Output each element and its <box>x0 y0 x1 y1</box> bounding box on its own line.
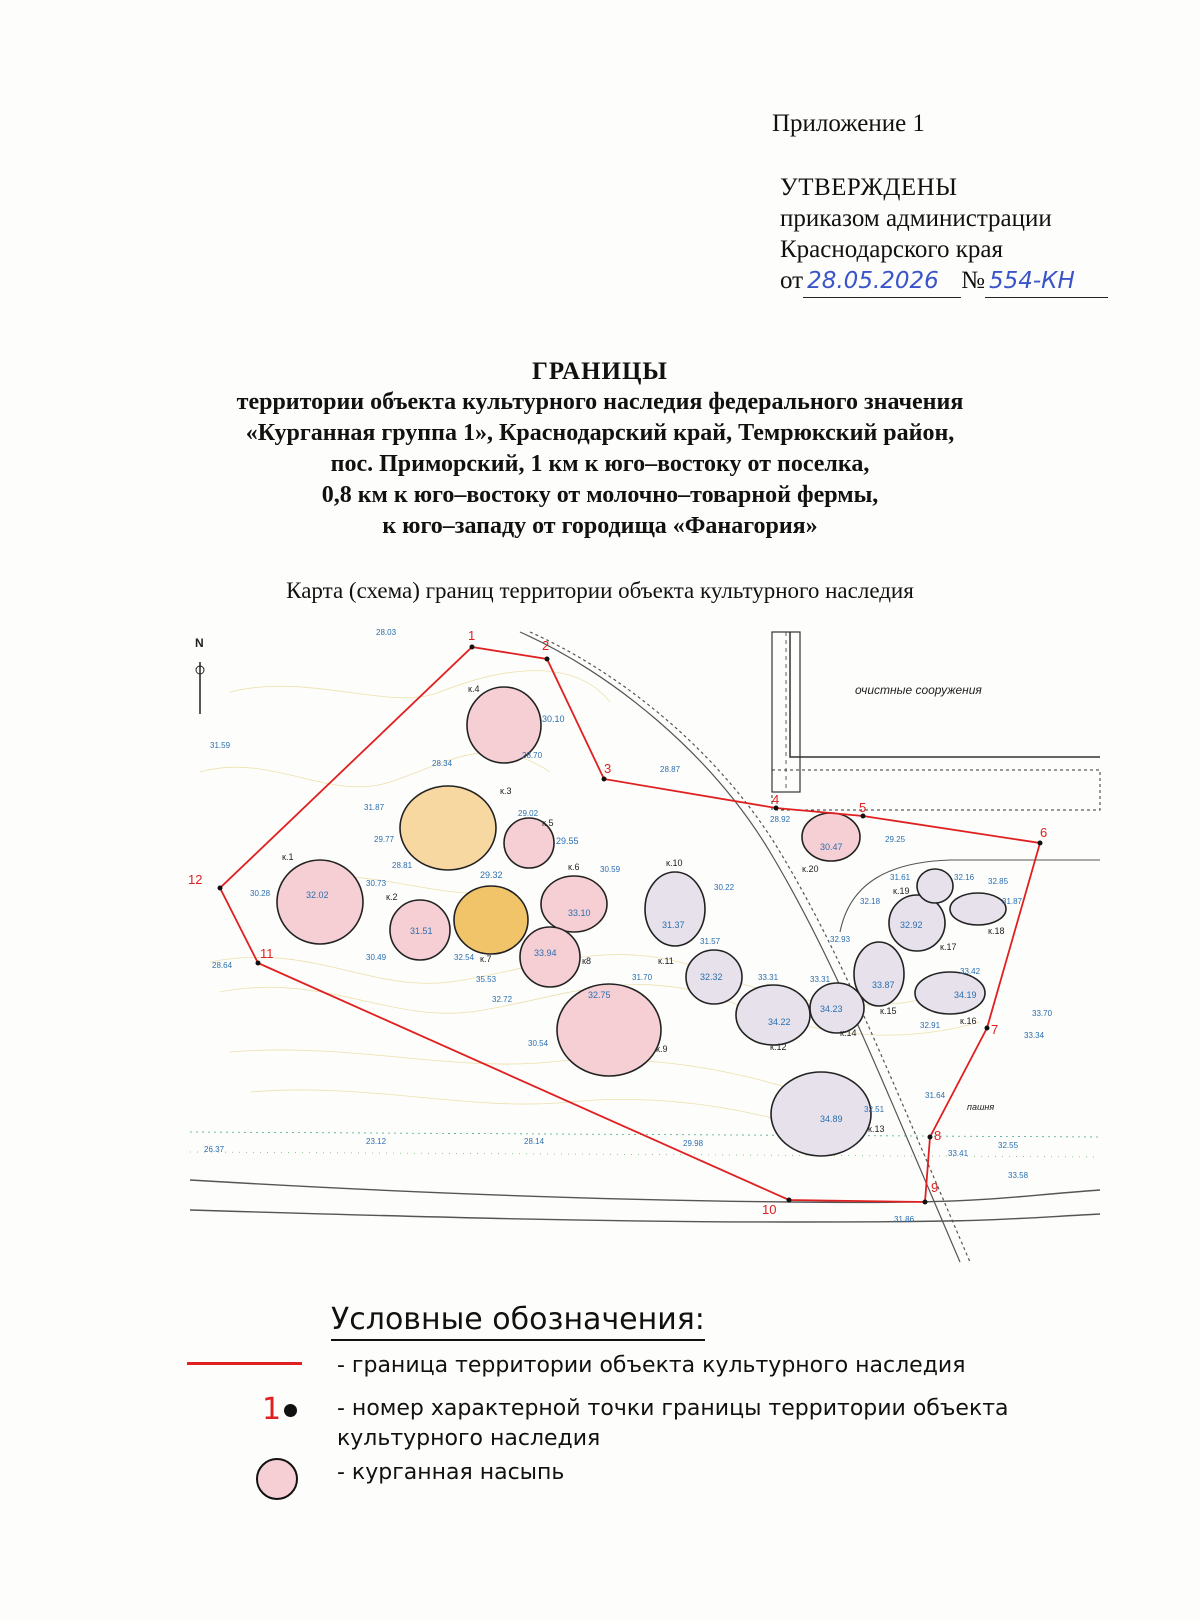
mound-6 <box>541 876 607 932</box>
spot-height: 31.57 <box>700 937 721 946</box>
spot-height: 28.03 <box>376 628 397 637</box>
mound-elev-9: 32.75 <box>588 990 611 1000</box>
spot-height: 29.77 <box>374 835 395 844</box>
spot-height: 26.37 <box>204 1145 225 1154</box>
order-line-2: Краснодарского края <box>780 236 1003 263</box>
spot-height: 30.54 <box>528 1039 549 1048</box>
boundary-point-1 <box>470 645 475 650</box>
mound-label-1: к.1 <box>282 852 294 862</box>
legend-boundary-text: - граница территории объекта культурного наследия <box>337 1353 966 1378</box>
boundary-point-12 <box>218 886 223 891</box>
spot-height: 30.59 <box>600 865 621 874</box>
facility-label: очистные сооружения <box>855 683 982 697</box>
field-label: пашня <box>967 1102 995 1112</box>
approved-heading: УТВЕРЖДЕНЫ <box>780 174 958 201</box>
spot-height: 33.41 <box>948 1149 969 1158</box>
mound-label-11: к.11 <box>658 956 674 966</box>
spot-height: 28.70 <box>522 751 543 760</box>
mound-19 <box>917 869 953 903</box>
mound-12 <box>736 985 810 1045</box>
spot-height: 32.54 <box>454 953 475 962</box>
legend-point-text-2: культурного наследия <box>337 1426 601 1451</box>
date-prefix: от <box>780 267 804 294</box>
spot-height: 31.70 <box>632 973 653 982</box>
north-arrow <box>195 636 204 714</box>
mound-3 <box>400 786 496 870</box>
spot-height: 28.34 <box>432 759 453 768</box>
spot-height: 30.28 <box>250 889 271 898</box>
mound-label-14: к.14 <box>840 1028 857 1038</box>
spot-height: 32.93 <box>830 935 851 944</box>
mound-label-20: к.20 <box>802 864 819 874</box>
mound-label-3: к.3 <box>500 786 512 796</box>
spot-height: 32.16 <box>954 873 975 882</box>
boundary-number-6: 6 <box>1040 825 1048 840</box>
mound-label-7: к.7 <box>480 954 492 964</box>
boundary-point-11 <box>256 961 261 966</box>
mound-label-4: к.4 <box>468 684 480 694</box>
spot-height: 30.49 <box>366 953 387 962</box>
mound-10 <box>645 872 705 946</box>
title-line-1: территории объекта культурного наследия федерального значения <box>236 389 964 415</box>
spot-height: 32.85 <box>988 877 1009 886</box>
spot-height: 31.87 <box>1002 897 1023 906</box>
mound-elev-10: 31.37 <box>662 920 685 930</box>
boundary-number-1: 1 <box>468 628 476 643</box>
boundary-number-3: 3 <box>604 761 612 776</box>
spot-height: 31.61 <box>890 873 911 882</box>
boundary-number-10: 10 <box>762 1202 777 1217</box>
boundary-number-2: 2 <box>542 638 550 653</box>
mound-label-5: к.5 <box>542 818 554 828</box>
title-line-3: пос. Приморский, 1 км к юго–востоку от поселка, <box>330 451 870 477</box>
boundary-number-5: 5 <box>859 800 867 815</box>
spot-height: 28.81 <box>392 861 413 870</box>
spot-height: 30.22 <box>714 883 735 892</box>
spot-height: 35.53 <box>476 975 497 984</box>
boundary-point-8 <box>928 1135 933 1140</box>
legend-boundary-swatch <box>187 1362 302 1365</box>
boundary-point-3 <box>602 777 607 782</box>
order-line-1: приказом администрации <box>780 205 1052 232</box>
spot-height: 32.91 <box>920 1021 941 1030</box>
mound-label-6: к.6 <box>568 862 580 872</box>
boundary-point-2 <box>545 657 550 662</box>
title-line-5: к юго–западу от городища «Фанагория» <box>382 513 818 539</box>
mound-label-13: к.13 <box>868 1124 885 1134</box>
boundary-number-8: 8 <box>934 1128 942 1143</box>
spot-height: 28.87 <box>660 765 681 774</box>
mound-elev-14: 34.23 <box>820 1004 843 1014</box>
mound-label-12: к.12 <box>770 1042 787 1052</box>
title-line-2: «Курганная группа 1», Краснодарский край, Темрюкский район, <box>245 420 955 446</box>
spot-height: 28.14 <box>524 1137 545 1146</box>
mound-18 <box>950 893 1006 925</box>
boundary-number-12: 12 <box>188 872 203 887</box>
mound-1 <box>277 860 363 944</box>
boundary-number-4: 4 <box>772 792 780 807</box>
boundary-point-6 <box>1038 841 1043 846</box>
legend-title: Условные обозначения: <box>331 1302 705 1341</box>
title-line-4: 0,8 км к юго–востоку от молочно–товарной фермы, <box>321 482 879 508</box>
mound-elev-5: 29.55 <box>556 836 579 846</box>
spot-height: 28.92 <box>770 815 791 824</box>
legend-point-swatch <box>262 1392 297 1427</box>
mound-elev-16: 34.19 <box>954 990 977 1000</box>
mound-label-9: к.9 <box>656 1044 668 1054</box>
order-date-number <box>780 265 1108 298</box>
mound-elev-20: 30.47 <box>820 842 843 852</box>
legend-mound-text: - курганная насыпь <box>337 1460 565 1485</box>
spot-height: 29.02 <box>518 809 539 818</box>
mound-label-15: к.15 <box>880 1006 897 1016</box>
spot-height: 32.51 <box>864 1105 885 1114</box>
spot-height: 31.59 <box>210 741 231 750</box>
mound-label-17: к.17 <box>940 942 957 952</box>
spot-height: 28.64 <box>212 961 233 970</box>
mound-label-10: к.10 <box>666 858 683 868</box>
mound-elev-4: 30.10 <box>542 714 565 724</box>
boundary-number-9: 9 <box>931 1180 939 1195</box>
north-label: N <box>195 636 204 650</box>
boundary-point-10 <box>787 1198 792 1203</box>
spot-height: 31.64 <box>925 1091 946 1100</box>
spot-height: 31.86 <box>894 1215 915 1224</box>
spot-height: 33.42 <box>960 967 981 976</box>
mound-label-19: к.19 <box>893 886 910 896</box>
mound-elev-8: 33.94 <box>534 948 557 958</box>
mound-elev-1: 32.02 <box>306 890 329 900</box>
mound-label-2: к.2 <box>386 892 398 902</box>
spot-height: 32.72 <box>492 995 513 1004</box>
title-main: ГРАНИЦЫ <box>532 358 668 385</box>
mound-elev-7: 29.32 <box>480 870 503 880</box>
spot-height: 33.70 <box>1032 1009 1053 1018</box>
mound-elev-2: 31.51 <box>410 926 433 936</box>
mound-elev-6: 33.10 <box>568 908 591 918</box>
mound-elev-15: 33.87 <box>872 980 895 990</box>
boundary-point-9 <box>923 1200 928 1205</box>
order-date: 28.05.2026 <box>803 266 961 298</box>
order-number: 554-КН <box>985 266 1108 298</box>
spot-height: 33.31 <box>810 975 831 984</box>
spot-height: 23.12 <box>366 1137 387 1146</box>
mound-15 <box>854 942 904 1006</box>
mound-7 <box>454 886 528 954</box>
boundary-point-7 <box>985 1026 990 1031</box>
point-dot-icon <box>284 1404 297 1417</box>
spot-height: 29.98 <box>683 1139 704 1148</box>
boundary-number-7: 7 <box>991 1022 999 1037</box>
mound-label-8: к8 <box>582 956 591 966</box>
legend-point-number: 1 <box>262 1392 282 1427</box>
mound-elev-11: 32.32 <box>700 972 723 982</box>
mound-label-18: к.18 <box>988 926 1005 936</box>
spot-height: 31.87 <box>364 803 385 812</box>
mound-elev-13: 34.89 <box>820 1114 843 1124</box>
spot-height: 33.34 <box>1024 1031 1045 1040</box>
document-title <box>150 356 1050 542</box>
mound-elev-17: 32.92 <box>900 920 923 930</box>
number-prefix: № <box>961 267 985 294</box>
spot-height: 30.73 <box>366 879 387 888</box>
spot-height: 32.18 <box>860 897 881 906</box>
appendix-label: Приложение 1 <box>772 110 925 137</box>
spot-height: 29.25 <box>885 835 906 844</box>
mound-label-16: к.16 <box>960 1016 977 1026</box>
spot-height: 32.55 <box>998 1141 1019 1150</box>
legend-mound-swatch <box>256 1458 298 1500</box>
boundary-number-11: 11 <box>260 946 274 961</box>
site-map <box>188 628 1100 1262</box>
approval-block <box>780 172 1108 298</box>
map-caption: Карта (схема) границ территории объекта культурного наследия <box>286 578 914 603</box>
legend-point-text-1: - номер характерной точки границы территории объекта <box>337 1396 1009 1421</box>
roads <box>190 632 1100 1262</box>
spot-height: 33.58 <box>1008 1171 1029 1180</box>
mound-elev-12: 34.22 <box>768 1017 791 1027</box>
mound-20 <box>802 813 860 861</box>
spot-height: 33.31 <box>758 973 779 982</box>
